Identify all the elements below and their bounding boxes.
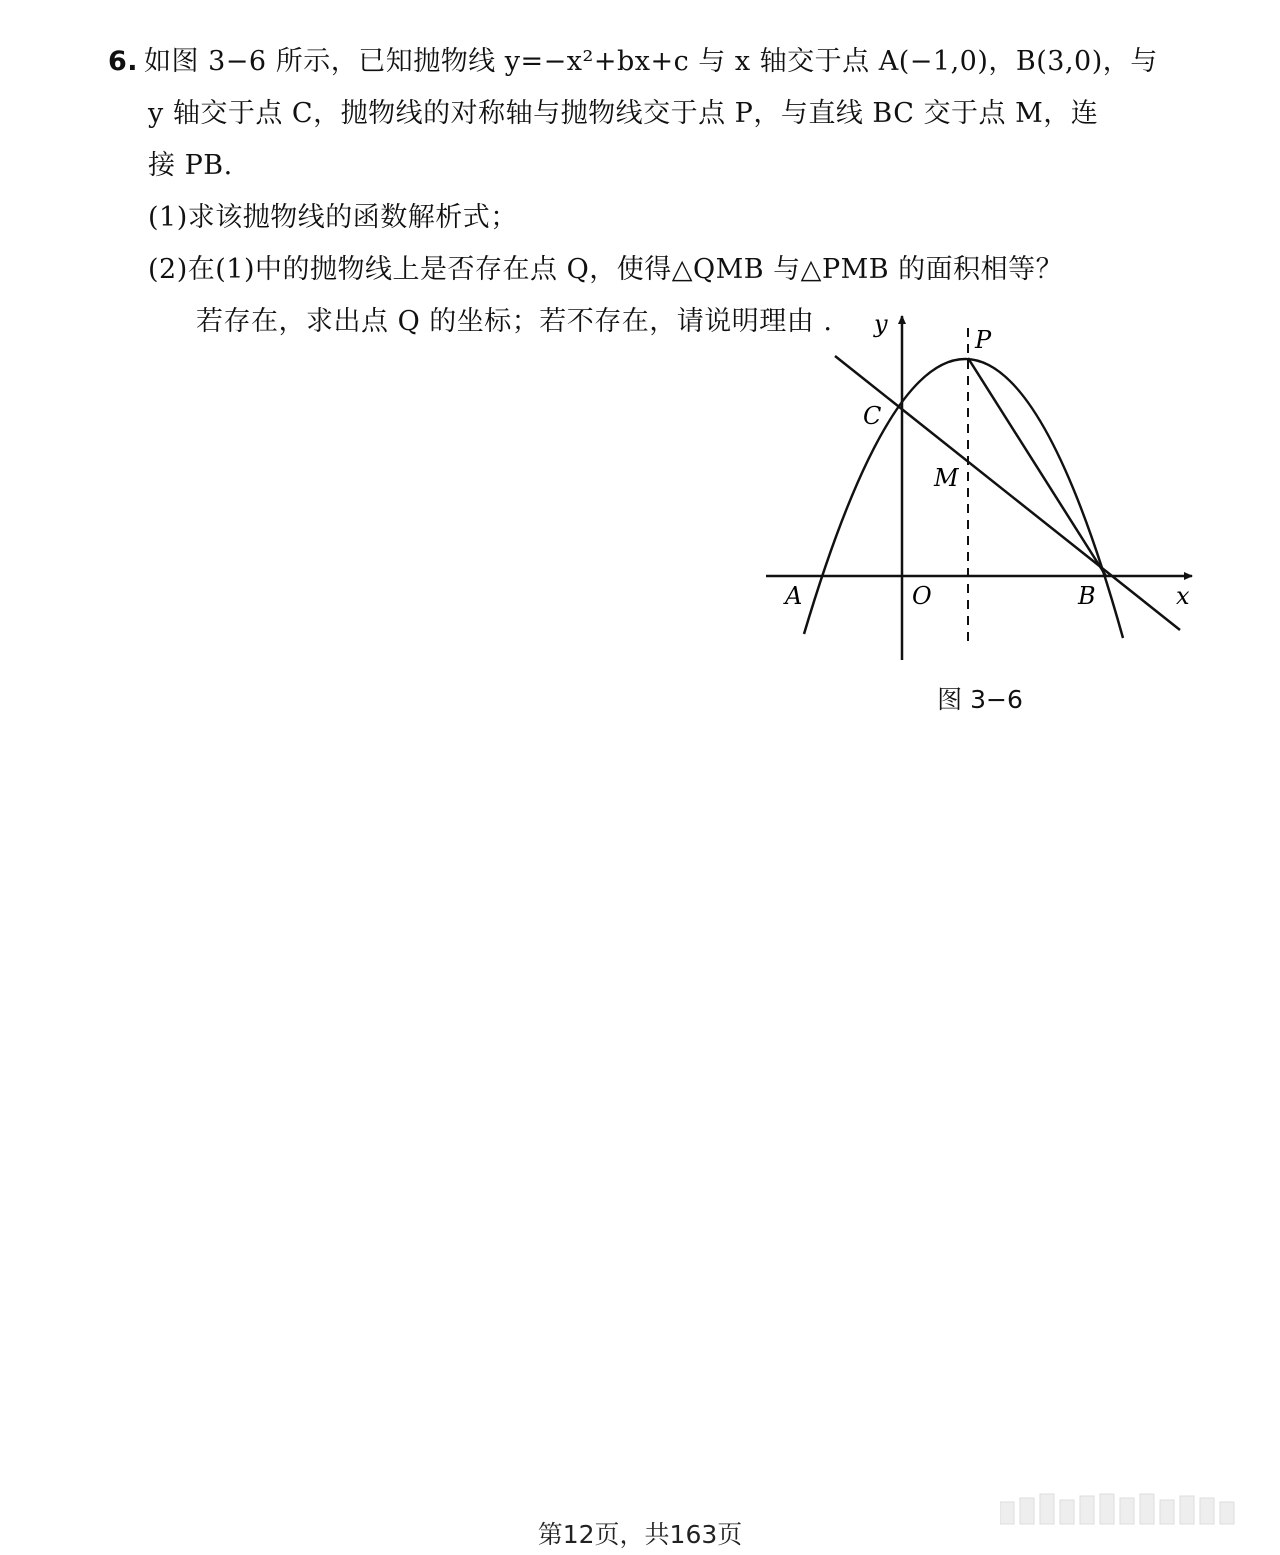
figure-caption: 图 3−6 bbox=[937, 685, 1023, 714]
point-a-label: A bbox=[785, 582, 803, 610]
question-line-3: 接 PB. bbox=[148, 150, 233, 181]
segment-pb bbox=[968, 358, 1106, 576]
point-b-label: B bbox=[1078, 582, 1096, 610]
x-axis-label: x bbox=[1176, 582, 1190, 610]
parabola-figure bbox=[760, 308, 1210, 668]
question-6 bbox=[108, 36, 1208, 348]
question-line-1: 6. 如图 3−6 所示，已知抛物线 y=−x²+bx+c 与 x 轴交于点 A(−1,0)，B(3,0)，与 bbox=[108, 46, 1158, 77]
point-c-label: C bbox=[863, 402, 882, 430]
parabola-curve bbox=[804, 359, 1123, 638]
line-bc bbox=[835, 356, 1180, 630]
sub-question-1: (1)求该抛物线的函数解析式； bbox=[148, 202, 518, 233]
question-line-2: y 轴交于点 C，抛物线的对称轴与抛物线交于点 P，与直线 BC 交于点 M，连 bbox=[148, 98, 1099, 129]
point-p-label: P bbox=[975, 326, 992, 354]
sub-question-2-cont: 若存在，求出点 Q 的坐标；若不存在，请说明理由 . bbox=[196, 306, 833, 337]
origin-label: O bbox=[912, 582, 932, 610]
y-axis-label: y bbox=[874, 310, 888, 338]
question-number: 6. bbox=[108, 46, 139, 77]
page-footer: 第12页，共163页 bbox=[537, 1520, 743, 1549]
sub-question-2: (2)在(1)中的抛物线上是否存在点 Q，使得△QMB 与△PMB 的面积相等？ bbox=[148, 254, 1064, 285]
point-m-label: M bbox=[934, 464, 959, 492]
